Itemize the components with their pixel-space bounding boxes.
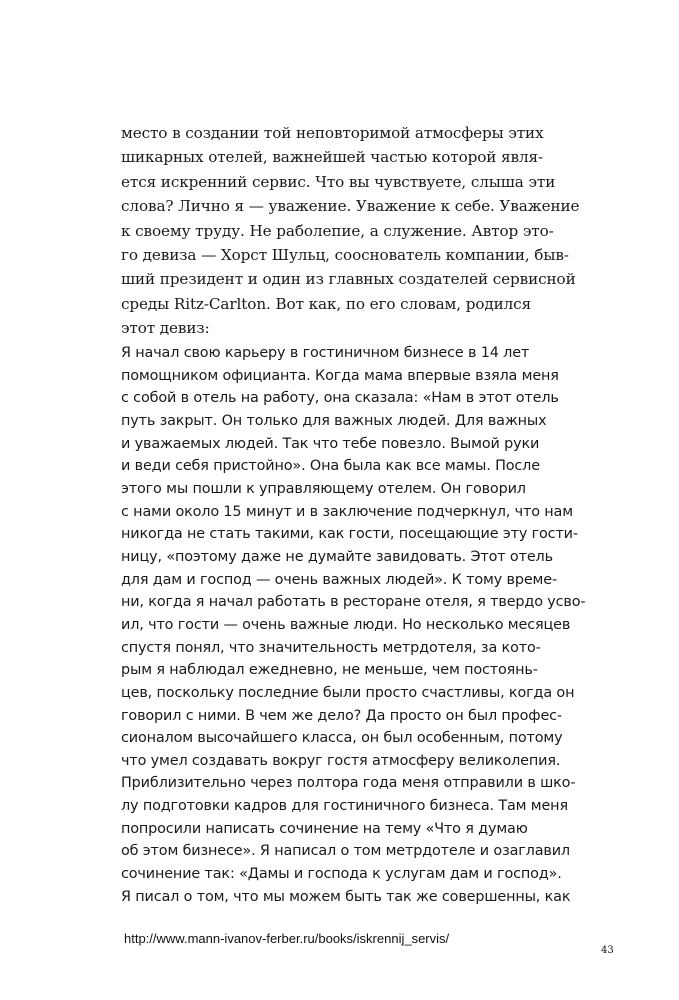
text-line: сочинение так: «Дамы и господа к услугам дам и господ». — [121, 866, 562, 883]
page-number: 43 — [601, 945, 614, 956]
text-line: с собой в отель на работу, она сказала: «Нам в этот отель — [121, 390, 559, 407]
text-line: с нами около 15 минут и в заключение подчеркнул, что нам — [121, 503, 573, 520]
quote-paragraph — [121, 342, 586, 908]
text-line: к своему труду. Не раболепие, а служение. Автор это- — [121, 221, 554, 240]
text-line: и уважаемых людей. Так что тебе повезло. Вымой руки — [121, 435, 540, 452]
text-line: цев, поскольку последние были просто счастливы, когда он — [121, 684, 575, 701]
text-line: шикарных отелей, важнейшей частью которой явля- — [121, 148, 544, 167]
text-line: Я начал свою карьеру в гостиничном бизнесе в 14 лет — [121, 345, 530, 361]
text-line: и веди себя пристойно». Она была как все мамы. После — [121, 458, 540, 475]
text-line: Я писал о том, что мы можем быть так же совершенны, как — [121, 888, 571, 905]
text-line: слова? Лично я — уважение. Уважение к себе. Уважение — [121, 197, 580, 216]
text-line: путь закрыт. Он только для важных людей. Для важных — [121, 412, 547, 429]
text-line: никогда не стать такими, как гости, посещающие эту гости- — [121, 526, 578, 543]
text-line: говорил с ними. В чем же дело? Да просто он был профес- — [121, 707, 562, 724]
text-line: среды Ritz-Carlton. Вот как, по его словам, родился — [121, 294, 532, 313]
text-line: спустя понял, что значительность метрдотеля, за кото- — [121, 639, 541, 656]
text-line: попросили написать сочинение на тему «Что я думаю — [121, 820, 528, 837]
intro-paragraph — [121, 121, 580, 341]
footer-url[interactable]: http://www.mann-ivanov-ferber.ru/books/iskrennij_servis/ — [124, 931, 450, 946]
text-line: ший президент и один из главных создателей сервисной — [121, 270, 576, 289]
text-line: ницу, «поэтому даже не думайте завидовать. Этот отель — [121, 548, 553, 565]
text-line: лу подготовки кадров для гостиничного бизнеса. Там меня — [121, 798, 568, 815]
text-line: этот девиз: — [121, 319, 210, 338]
text-line: ни, когда я начал работать в ресторане отеля, я твердо усво- — [121, 594, 586, 611]
text-line: помощником официанта. Когда мама впервые взяла меня — [121, 367, 559, 384]
text-line: для дам и господ — очень важных людей». К тому време- — [121, 571, 558, 588]
text-line: место в создании той неповторимой атмосферы этих — [121, 124, 544, 142]
text-line: рым я наблюдал ежедневно, не меньше, чем постоянь- — [121, 662, 538, 679]
text-line: Приблизительно через полтора года меня отправили в шко- — [121, 775, 576, 792]
text-line: сионалом высочайшего класса, он был особенным, потому — [121, 730, 563, 747]
text-line: этого мы пошли к управляющему отелем. Он говорил — [121, 480, 526, 497]
text-line: что умел создавать вокруг гостя атмосферу великолепия. — [121, 752, 561, 769]
text-line: об этом бизнесе». Я написал о том метрдотеле и озаглавил — [121, 843, 570, 860]
text-line: ется искренний сервис. Что вы чувствуете, слыша эти — [121, 172, 556, 191]
text-line: ил, что гости — очень важные люди. Но несколько месяцев — [121, 616, 571, 633]
text-line: го девиза — Хорст Шульц, сооснователь компании, быв- — [121, 246, 569, 265]
